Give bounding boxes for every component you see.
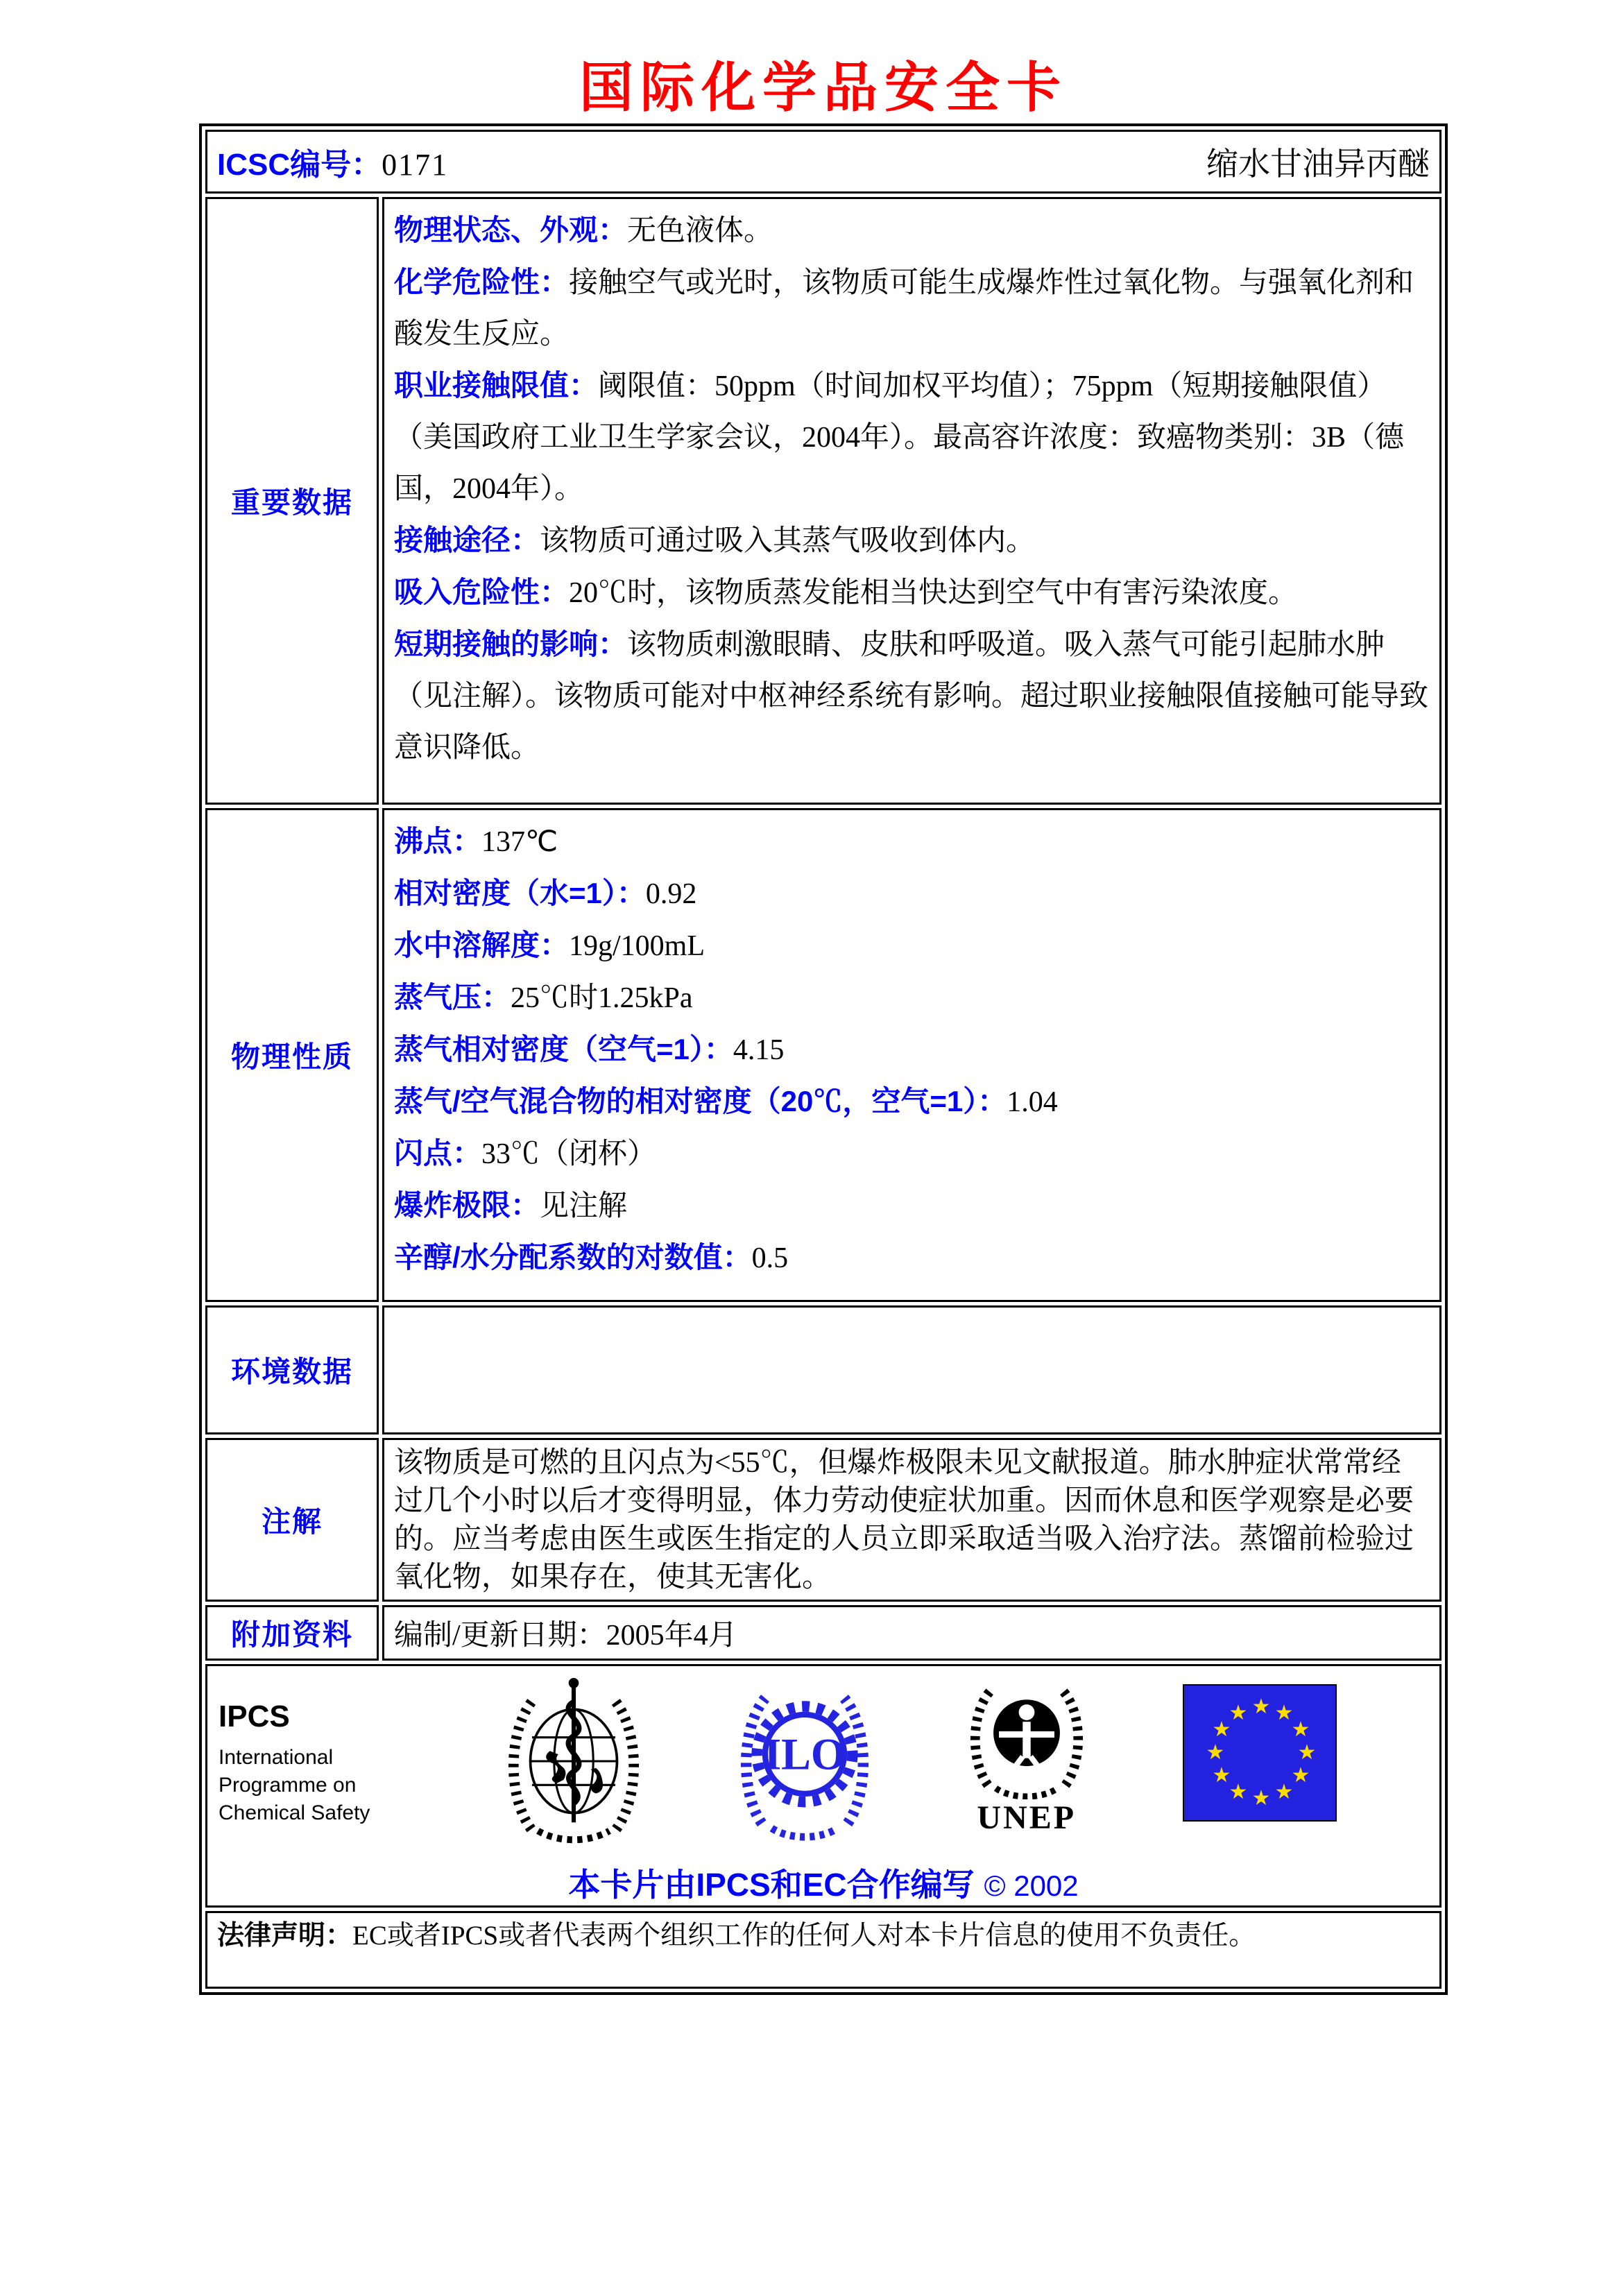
section-content-additional-info: 编制/更新日期：2005年4月 xyxy=(382,1605,1441,1661)
field-label: 沸点： xyxy=(394,824,482,857)
ipcs-line: International xyxy=(219,1745,334,1769)
field-label: 化学危险性： xyxy=(394,265,570,298)
field-row xyxy=(394,868,1428,920)
field-row xyxy=(394,360,1428,515)
field-label: 吸入危险性： xyxy=(394,575,570,608)
field-row xyxy=(394,1180,1428,1232)
field-row xyxy=(394,515,1428,567)
icsc-number-value: 0171 xyxy=(382,147,449,182)
disclaimer-row xyxy=(205,1911,1441,1989)
field-value: 20℃时，该物质蒸发能相当快达到空气中有害污染浓度。 xyxy=(569,576,1298,609)
section-content-important-data xyxy=(382,197,1441,805)
field-row xyxy=(394,972,1428,1024)
field-value: 4.15 xyxy=(733,1034,785,1066)
field-row xyxy=(394,1128,1428,1180)
field-row xyxy=(394,567,1428,619)
eu-star-icon: ★ xyxy=(1229,1779,1248,1804)
field-label: 物理状态、外观： xyxy=(394,213,628,246)
field-value: 阈限值：50ppm（时间加权平均值）；75ppm（短期接触限值）（美国政府工业卫生学家会议，2004年）。最高容许浓度：致癌物类别：3B（德国，2004年）。 xyxy=(394,370,1405,505)
footer-copyright: © 2002 xyxy=(984,1869,1079,1902)
unep-letters: UNEP xyxy=(977,1799,1077,1836)
unep-logo-block xyxy=(967,1676,1086,1837)
eu-star-icon: ★ xyxy=(1212,1717,1231,1742)
section-content-physical-properties xyxy=(382,808,1441,1302)
field-value: 33℃（闭杯） xyxy=(481,1138,657,1170)
eu-star-icon: ★ xyxy=(1274,1779,1294,1804)
eu-star-icon: ★ xyxy=(1291,1717,1310,1742)
page-title: 国际化学品安全卡 xyxy=(579,57,1068,118)
field-label: 蒸气/空气混合物的相对密度（20℃，空气=1）： xyxy=(394,1084,1007,1117)
eu-star-icon: ★ xyxy=(1297,1740,1317,1765)
field-row xyxy=(394,1232,1428,1284)
chemical-name: 缩水甘油异丙醚 xyxy=(1206,146,1430,182)
field-row xyxy=(394,1076,1428,1128)
field-label: 短期接触的影响： xyxy=(394,627,628,660)
field-value: 见注解 xyxy=(540,1190,628,1222)
field-value: 该物质可通过吸入其蒸气吸收到体内。 xyxy=(540,524,1036,557)
field-value: 19g/100mL xyxy=(569,929,705,962)
ipcs-line: Programme on xyxy=(219,1773,357,1797)
icsc-number-field xyxy=(217,139,448,184)
field-label: 蒸气相对密度（空气=1）： xyxy=(394,1032,733,1065)
eu-star-icon: ★ xyxy=(1212,1763,1231,1788)
field-row xyxy=(394,816,1428,868)
field-label: 辛醇/水分配系数的对数值： xyxy=(394,1240,752,1274)
disclaimer-label: 法律声明： xyxy=(217,1920,353,1951)
ipcs-text-block xyxy=(219,1676,409,1827)
field-value: 无色液体。 xyxy=(627,214,773,247)
field-row xyxy=(394,1024,1428,1076)
field-value: 该物质刺激眼睛、皮肤和呼吸道。吸入蒸气可能引起肺水肿（见注解）。该物质可能对中枢神经系统有影响。超过职业接触限值接触可能导致意识降低。 xyxy=(394,628,1429,764)
field-label: 水中溶解度： xyxy=(394,928,570,961)
field-value: 1.04 xyxy=(1007,1086,1058,1118)
section-label-notes: 注解 xyxy=(205,1438,379,1602)
card-header-row xyxy=(205,130,1441,194)
footer-logos-row xyxy=(205,1664,1441,1908)
section-label-environmental-data: 环境数据 xyxy=(205,1305,379,1434)
field-value: 0.5 xyxy=(751,1242,789,1274)
field-label: 闪点： xyxy=(394,1136,482,1170)
eu-star-icon: ★ xyxy=(1274,1700,1294,1725)
section-label-additional-info: 附加资料 xyxy=(205,1605,379,1661)
ipcs-title: IPCS xyxy=(219,1699,290,1733)
section-content-notes: 该物质是可燃的且闪点为<55℃，但爆炸极限未见文献报道。肺水肿症状常常经过几个小时以后才变得明显，体力劳动使症状加重。因而休息和医学观察是必要的。应当考虑由医生或医生指定的人员立即采取适当吸入治疗法。蒸馏前检验过氧化物，如果存在，使其无害化。 xyxy=(382,1438,1441,1602)
field-value: 接触空气或光时，该物质可能生成爆炸性过氧化物。与强氧化剂和酸发生反应。 xyxy=(394,266,1414,350)
disclaimer-text: EC或者IPCS或者代表两个组织工作的任何人对本卡片信息的使用不负责任。 xyxy=(352,1920,1256,1951)
section-label-important-data: 重要数据 xyxy=(205,197,379,805)
field-label: 接触途径： xyxy=(394,523,540,556)
icsc-card-table xyxy=(199,123,1448,1995)
field-row xyxy=(394,257,1428,360)
field-label: 蒸气压： xyxy=(394,980,511,1013)
eu-star-icon: ★ xyxy=(1229,1700,1248,1725)
section-label-physical-properties: 物理性质 xyxy=(205,808,379,1302)
eu-star-icon: ★ xyxy=(1291,1763,1310,1788)
field-label: 相对密度（水=1）： xyxy=(394,876,646,909)
field-label: 爆炸极限： xyxy=(394,1188,540,1222)
field-value: 25℃时1.25kPa xyxy=(511,982,693,1014)
footer-caption xyxy=(207,1860,1439,1905)
field-value: 0.92 xyxy=(645,877,697,910)
icsc-number-label: ICSC编号： xyxy=(217,147,382,182)
ilo-logo-icon xyxy=(739,1676,871,1846)
field-row xyxy=(394,619,1428,773)
field-value: 137℃ xyxy=(481,825,558,858)
eu-star-icon: ★ xyxy=(1206,1740,1225,1765)
ilo-letters: ILO xyxy=(763,1729,846,1779)
field-row xyxy=(394,205,1428,257)
who-logo-icon xyxy=(506,1676,642,1850)
eu-star-icon: ★ xyxy=(1251,1694,1271,1719)
section-content-environmental-data xyxy=(382,1305,1441,1434)
ipcs-line: Chemical Safety xyxy=(219,1801,370,1824)
eu-flag-icon xyxy=(1183,1684,1337,1822)
field-label: 职业接触限值： xyxy=(394,368,599,402)
eu-star-icon: ★ xyxy=(1251,1785,1271,1810)
footer-caption-text: 本卡片由IPCS和EC合作编写 xyxy=(568,1866,975,1903)
field-row xyxy=(394,920,1428,972)
